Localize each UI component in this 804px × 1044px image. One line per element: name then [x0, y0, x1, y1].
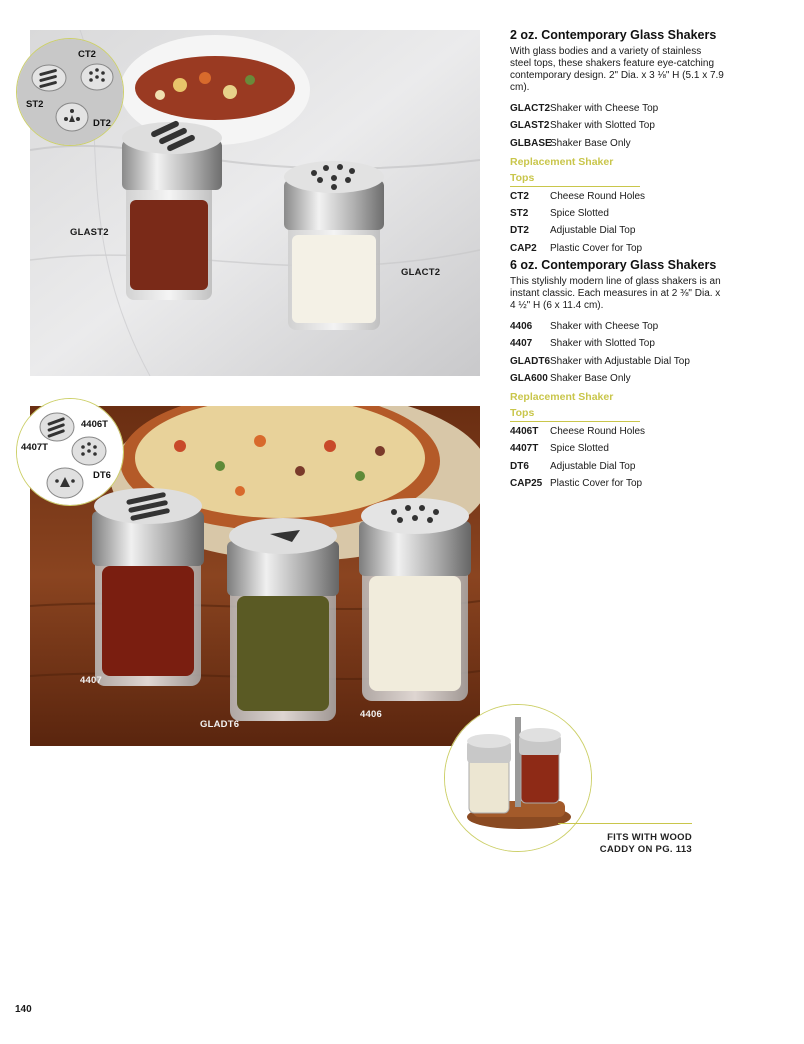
section-title: 2 oz. Contemporary Glass Shakers — [510, 28, 717, 42]
item-code: GLAST2 — [510, 120, 550, 132]
item-desc: Spice Slotted — [550, 443, 609, 455]
caddy-note — [592, 832, 692, 856]
item-code: CAP2 — [510, 242, 537, 254]
item-desc: Adjustable Dial Top — [550, 225, 636, 237]
list-item — [510, 475, 725, 492]
list-item — [510, 135, 725, 152]
list-item — [510, 100, 725, 117]
inset-6oz-tops — [16, 398, 124, 506]
item-code: GLADT6 — [510, 355, 550, 367]
item-desc: Spice Slotted — [550, 208, 609, 220]
list-item — [510, 222, 725, 239]
section-6oz — [510, 258, 725, 492]
item-desc: Shaker Base Only — [550, 137, 631, 149]
item-code: GLBASE — [510, 137, 552, 149]
item-desc: Shaker with Cheese Top — [550, 103, 659, 114]
item-desc: Shaker Base Only — [550, 372, 631, 384]
item-code: GLACT2 — [510, 103, 550, 114]
item-desc: Cheese Round Holes — [550, 190, 646, 202]
inset-2oz-tops — [16, 38, 124, 146]
item-code: CT2 — [510, 190, 529, 202]
section-2oz — [510, 28, 725, 257]
section-description: With glass bodies and a variety of stainless steel tops, these shakers feature eye-catching contemporary design. 2" Dia. x 3 ⅛" H (5.1 x 7.9 cm). — [510, 46, 724, 93]
caddy-note-line1: FITS WITH WOOD — [607, 832, 692, 843]
item-desc: Shaker with Cheese Top — [550, 321, 659, 332]
item-code: CAP25 — [510, 478, 543, 490]
item-code: DT6 — [510, 460, 529, 472]
list-item — [510, 188, 725, 205]
item-desc: Plastic Cover for Top — [550, 242, 643, 254]
inset-label-ct2: CT2 — [78, 49, 96, 60]
item-desc: Shaker with Adjustable Dial Top — [550, 355, 690, 367]
item-desc: Shaker with Slotted Top — [550, 338, 655, 350]
item-desc: Plastic Cover for Top — [550, 478, 643, 490]
list-item — [510, 117, 725, 134]
caddy-photo — [444, 704, 592, 852]
inset-label-dt2: DT2 — [93, 118, 111, 129]
item-desc: Cheese Round Holes — [550, 426, 646, 438]
list-item — [510, 353, 725, 370]
label-gladt6: GLADT6 — [200, 719, 240, 730]
caddy-note-line2: CADDY ON PG. 113 — [599, 844, 692, 855]
page-number: 140 — [15, 1004, 32, 1015]
item-desc: Adjustable Dial Top — [550, 460, 636, 472]
replacement-tops-heading: Replacement Shaker Tops — [510, 389, 640, 422]
caddy-callout-line — [558, 823, 692, 824]
label-4407: 4407 — [80, 675, 102, 686]
list-item — [510, 240, 725, 257]
list-item — [510, 370, 725, 387]
item-code: 4407T — [510, 443, 539, 455]
inset-label-4406t: 4406T — [81, 419, 108, 430]
inset-label-dt6: DT6 — [93, 470, 111, 481]
section-title: 6 oz. Contemporary Glass Shakers — [510, 258, 717, 272]
item-code: ST2 — [510, 208, 529, 220]
item-code: 4406 — [510, 321, 533, 332]
list-item — [510, 335, 725, 352]
inset-label-4407t: 4407T — [21, 442, 48, 453]
label-4406: 4406 — [360, 709, 382, 720]
label-glact2: GLACT2 — [401, 267, 441, 278]
item-code: 4407 — [510, 338, 533, 350]
list-item — [510, 440, 725, 457]
item-code: DT2 — [510, 225, 529, 237]
inset-label-st2: ST2 — [26, 99, 44, 110]
list-item — [510, 318, 725, 335]
list-item — [510, 458, 725, 475]
replacement-tops-heading: Replacement Shaker Tops — [510, 154, 640, 187]
label-glast2: GLAST2 — [70, 227, 109, 238]
list-item — [510, 423, 725, 440]
list-item — [510, 205, 725, 222]
item-code: 4406T — [510, 426, 539, 438]
section-description: This stylishly modern line of glass shakers is an instant classic. Each measures in at 2 ⅜" Dia. x 4 ½" H (6 x 11.4 cm). — [510, 276, 721, 311]
item-desc: Shaker with Slotted Top — [550, 120, 655, 132]
item-code: GLA600 — [510, 372, 548, 384]
